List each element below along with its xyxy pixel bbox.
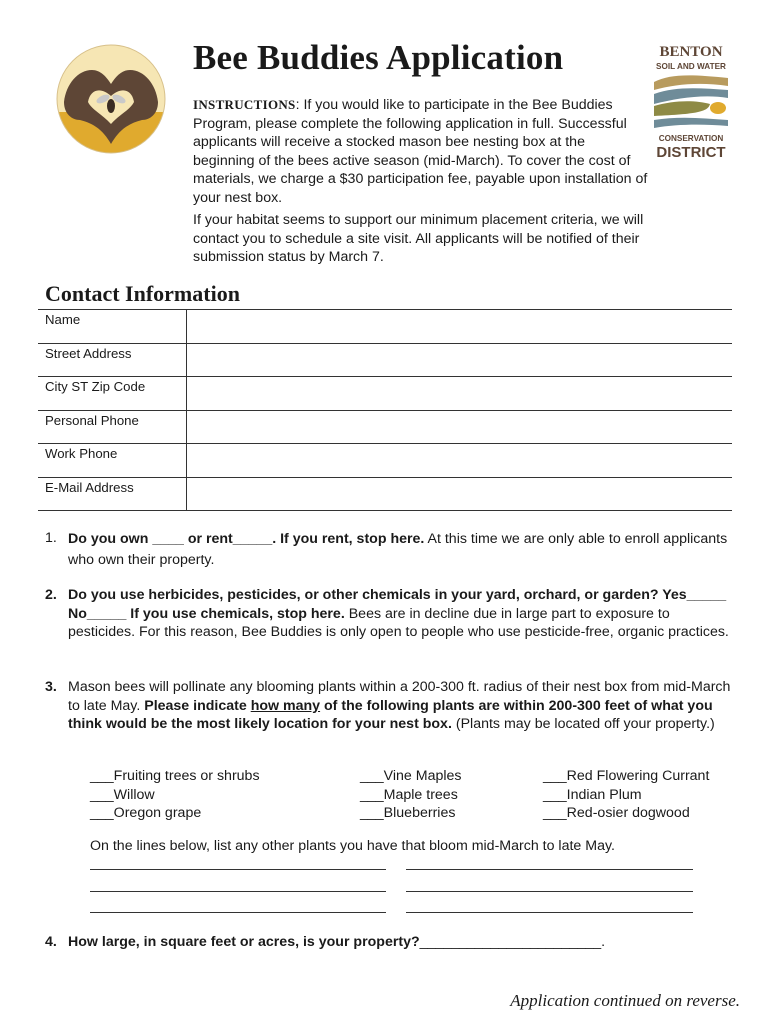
district-logo-line4: DISTRICT bbox=[656, 144, 726, 161]
question-3-bold1: Please indicate bbox=[144, 697, 251, 714]
question-1 bbox=[45, 529, 735, 571]
plant-item[interactable]: ___Red-osier dogwood bbox=[543, 805, 690, 822]
other-plants-line[interactable] bbox=[90, 891, 386, 892]
instructions-label: INSTRUCTIONS bbox=[193, 97, 296, 112]
other-plants-line[interactable] bbox=[90, 869, 386, 870]
question-2-bold: Do you use herbicides, pesticides, or other chemicals in your yard, orchard, or garden? Yes_____ No_____ If you use chemicals, stop here. bbox=[68, 587, 727, 622]
contact-label: Work Phone bbox=[45, 446, 118, 461]
other-plants-line[interactable] bbox=[406, 891, 693, 892]
contact-label: City ST Zip Code bbox=[45, 379, 146, 394]
page-title: Bee Buddies Application bbox=[193, 38, 564, 77]
question-2 bbox=[45, 586, 735, 642]
question-3-underline: how many bbox=[250, 697, 321, 714]
contact-heading: Contact Information bbox=[45, 281, 240, 306]
contact-label: E-Mail Address bbox=[45, 479, 134, 495]
question-4-bold: How large, in square feet or acres, is your property? bbox=[68, 934, 420, 950]
question-3-text2: (Plants may be located off your property.) bbox=[451, 716, 715, 733]
bee-buddies-logo bbox=[56, 44, 166, 154]
contact-label: Street Address bbox=[45, 345, 132, 361]
continued-note: Application continued on reverse. bbox=[510, 991, 740, 1010]
other-plants-line[interactable] bbox=[90, 912, 386, 913]
contact-label: Name bbox=[45, 312, 81, 327]
city-zip-field[interactable] bbox=[186, 377, 732, 410]
district-logo-line3: CONSERVATION bbox=[658, 134, 724, 143]
instructions-paragraph bbox=[193, 96, 648, 208]
instructions-paragraph-2: If your habitat seems to support our minimum placement criteria, we will contact you to schedule a site visit. All applicants will be notified of their submission status by March 7. bbox=[193, 212, 644, 266]
plant-column-1 bbox=[90, 767, 260, 823]
question-4-end: . bbox=[601, 934, 606, 950]
plant-item[interactable]: ___Willow bbox=[90, 786, 155, 803]
contact-label: Personal Phone bbox=[45, 412, 139, 428]
district-logo-line2: SOIL AND WATER bbox=[656, 62, 726, 71]
plant-item[interactable]: ___Fruiting trees or shrubs bbox=[90, 768, 260, 784]
question-4 bbox=[45, 933, 735, 952]
contact-row-email bbox=[38, 477, 732, 512]
plant-item[interactable]: ___Maple trees bbox=[360, 786, 458, 803]
personal-phone-field[interactable] bbox=[186, 411, 732, 444]
question-1-text: At this time we are only able to enroll applicants who own their property. bbox=[68, 531, 728, 568]
email-field[interactable] bbox=[186, 478, 732, 511]
plant-item[interactable]: ___Vine Maples bbox=[360, 768, 462, 784]
district-logo-line1: BENTON bbox=[659, 44, 723, 60]
street-address-field[interactable] bbox=[186, 344, 732, 377]
question-2-text: Bees are in decline due in large part to exposure to pesticides. For this reason, Bee Buddies is only open to people who use pesticide-free, organic practices. bbox=[68, 605, 729, 641]
other-plants-intro: On the lines below, list any other plants you have that bloom mid-March to late May. bbox=[90, 838, 615, 854]
question-1-bold: Do you own ____ or rent_____. If you rent, stop here. bbox=[68, 531, 425, 547]
plant-item[interactable]: ___Indian Plum bbox=[543, 786, 642, 803]
question-number: 1. bbox=[45, 530, 57, 546]
question-number: 3. bbox=[45, 679, 57, 695]
plant-item[interactable]: ___Oregon grape bbox=[90, 805, 202, 822]
contact-row-work-phone bbox=[38, 443, 732, 477]
question-3 bbox=[45, 678, 735, 734]
plant-item[interactable]: ___Blueberries bbox=[360, 805, 456, 822]
contact-row-name bbox=[38, 309, 732, 343]
question-3-bold2: of the following plants are within 200-300 feet of what you think would be the most likely location for your nest box. bbox=[68, 697, 713, 733]
plant-item[interactable]: ___Red Flowering Currant bbox=[543, 768, 710, 784]
plant-column-2 bbox=[360, 767, 462, 823]
property-size-blank[interactable]: _______________________ bbox=[419, 934, 602, 950]
question-3-text1: Mason bees will pollinate any blooming plants within a 200-300 ft. radius of their nest box from mid-March to late May. bbox=[68, 679, 731, 714]
question-number: 4. bbox=[45, 934, 57, 950]
name-field[interactable] bbox=[186, 310, 732, 343]
contact-table bbox=[38, 309, 732, 511]
instructions-text: : If you would like to participate in the Bee Buddies Program, please complete the following application in full. Successful applicants will receive a stocked mason bee nesting box at the beginning of the bees active season (mid-March). To cover the cost of materials, we charge a $30 participation fee, payable upon installation of your nest box. bbox=[193, 97, 648, 206]
contact-row-street bbox=[38, 343, 732, 377]
contact-row-personal-phone bbox=[38, 410, 732, 444]
benton-district-logo bbox=[650, 42, 732, 162]
question-number: 2. bbox=[45, 587, 57, 603]
other-plants-line[interactable] bbox=[406, 912, 693, 913]
plant-column-3 bbox=[543, 767, 709, 823]
other-plants-line[interactable] bbox=[406, 869, 693, 870]
contact-row-city bbox=[38, 376, 732, 410]
work-phone-field[interactable] bbox=[186, 444, 732, 477]
